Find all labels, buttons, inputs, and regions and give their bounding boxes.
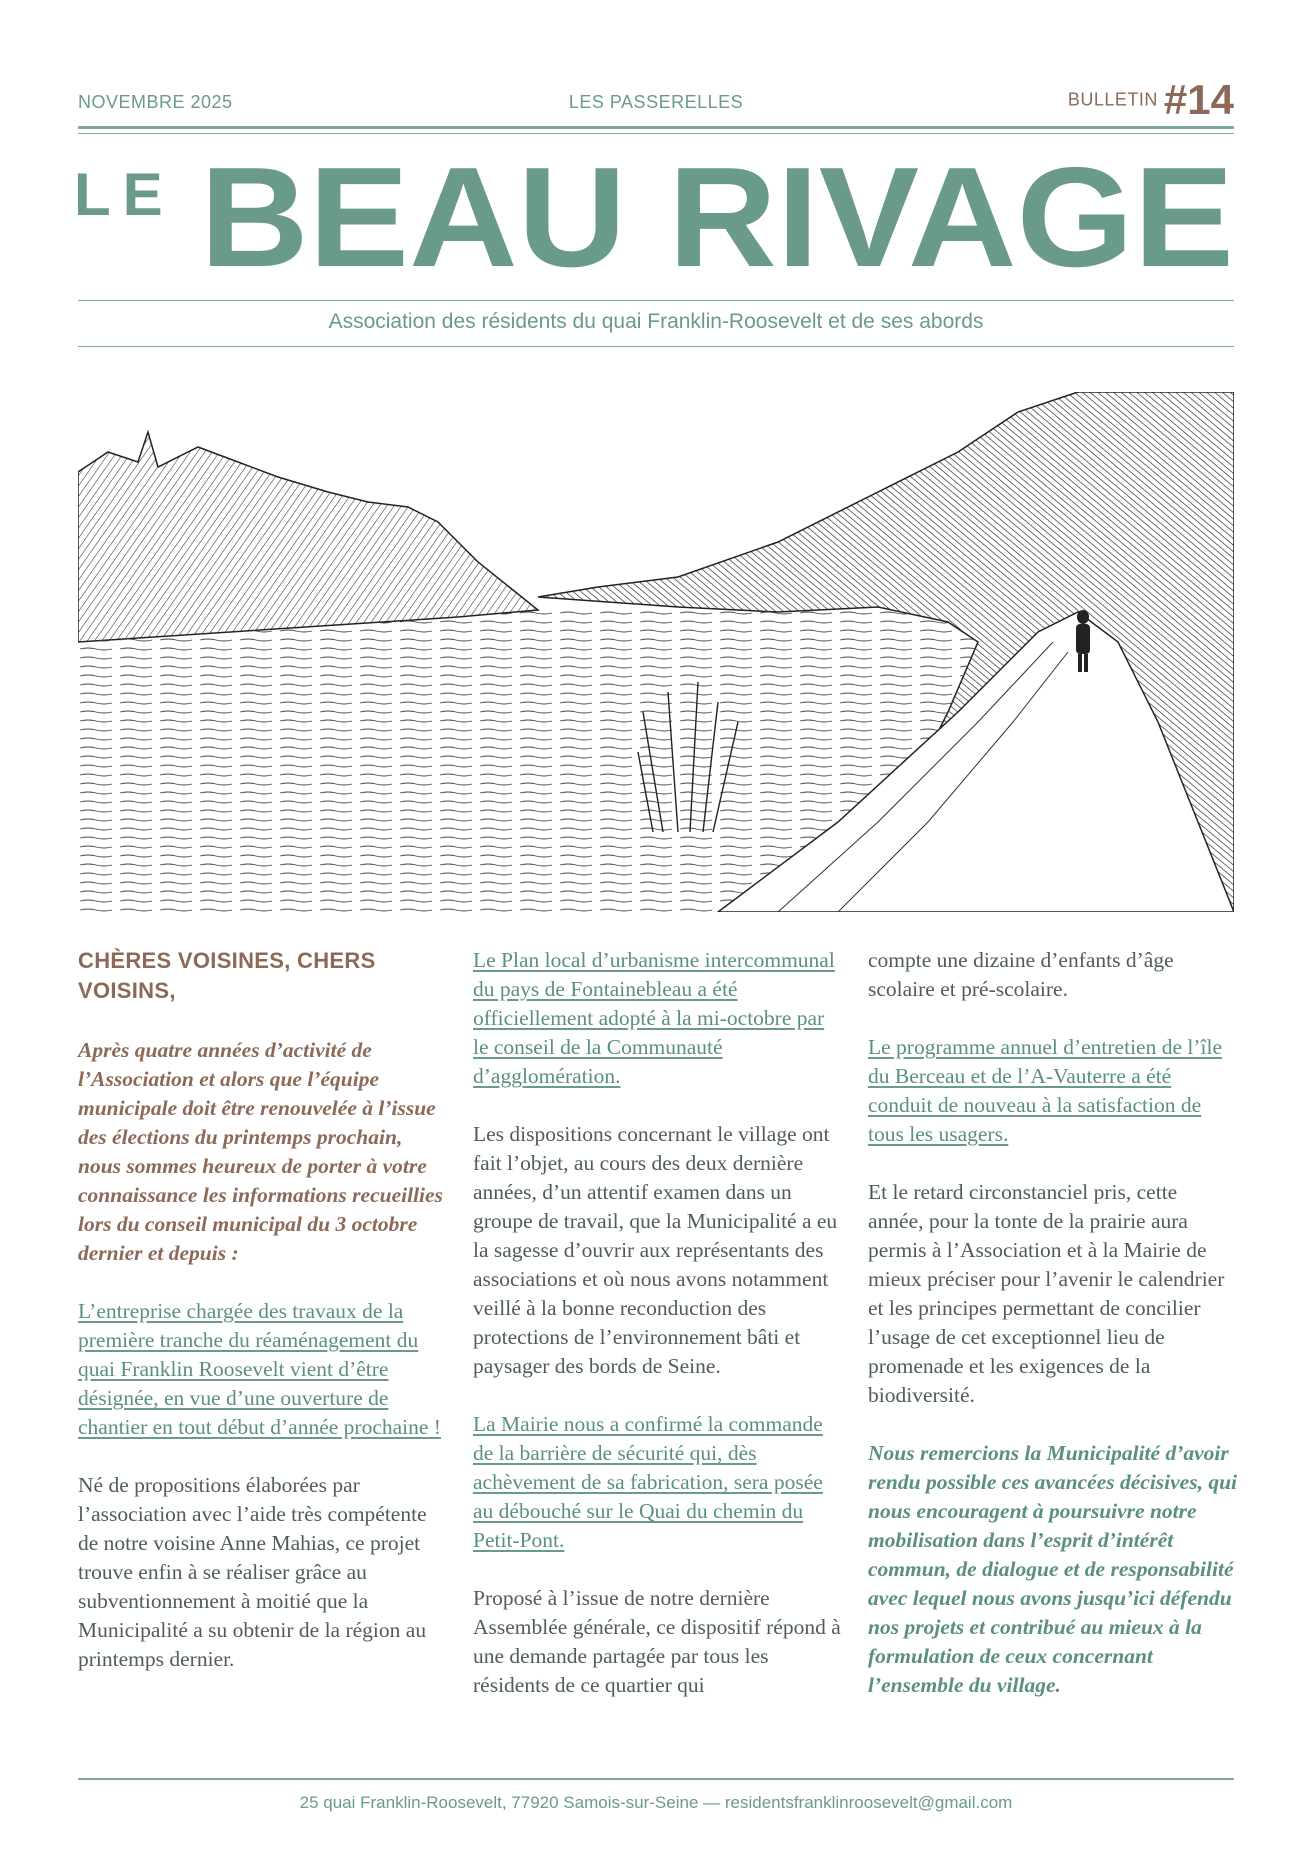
masthead-title-text: BEAU RIVAGE xyxy=(200,138,1234,297)
news-item-works-body: Né de propositions élaborées par l’association avec l’aide très compétente de notre voisine Anne Mahias, ce projet trouve enfin à se réaliser grâce au subventionnement à moitié que la Municipalité a su obtenir de la région au printemps dernier. xyxy=(78,1473,427,1671)
masthead-subtitle: Association des résidents du quai Franklin-Roosevelt et de ses abords xyxy=(328,310,984,333)
intro-paragraph: Après quatre années d’activité de l’Association et alors que l’équipe municipale doit être renouvelée à l’issue des élections du printemps prochain, nous sommes heureux de porter à votre connaissance les informations recueillies lors du conseil municipal du 3 octobre dernier et depuis : xyxy=(78,1038,443,1265)
footer-contact: 25 quai Franklin-Roosevelt, 77920 Samois-sur-Seine — residentsfranklinroosevelt@gmail.com xyxy=(299,1793,1013,1812)
news-item-barrier-link[interactable]: La Mairie nous a confirmé la commande de la barrière de sécurité qui, dès achèvement de sa fabrication, sera posée au débouché sur le Quai du chemin du Petit-Pont. xyxy=(473,1412,823,1552)
news-item-plu-link[interactable]: Le Plan local d’urbanisme intercommunal du pays de Fontainebleau a été officiellement adopté à la mi-octobre par le conseil de la Communauté d’agglomération. xyxy=(473,948,835,1088)
greeting: CHÈRES VOISINES, CHERS VOISINS, xyxy=(78,948,376,1003)
column-2 xyxy=(473,946,843,1729)
closing-paragraph: Nous remercions la Municipalité d’avoir rendu possible ces avancées décisives, qui nous encouragent à poursuivre notre mobilisation dans l’esprit d’intérêt commun, de dialogue et de responsabilité avec lequel nous avons jusqu’ici défendu nos projets et contribué au mieux à la formulation de ceux concernant l’ensemble du village. xyxy=(868,1441,1238,1697)
footer-rule xyxy=(78,1778,1234,1780)
news-item-barrier-body-a: Proposé à l’issue de notre dernière Assemblée générale, ce dispositif répond à une demande partagée par tous les résidents de ce quartier qui xyxy=(473,1586,841,1697)
column-3 xyxy=(868,946,1238,1729)
section-name: LES PASSERELLES xyxy=(568,92,744,112)
masthead-rule-bottom xyxy=(78,346,1234,347)
masthead-prefix: LE xyxy=(74,161,175,228)
river-landscape-illustration xyxy=(78,392,1234,912)
news-item-works-link[interactable]: L’entreprise chargée des travaux de la première tranche du réaménagement du quai Franklin Roosevelt vient d’être désignée, en vue d’une ouverture de chantier en tout début d’année prochaine ! xyxy=(78,1299,441,1439)
masthead-rule-top xyxy=(78,300,1234,301)
news-item-island-link[interactable]: Le programme annuel d’entretien de l’île du Berceau et de l’A-Vauterre a été conduit de nouveau à la satisfaction de tous les usagers. xyxy=(868,1035,1222,1146)
bulletin-number: #14 xyxy=(1163,76,1234,123)
masthead-title xyxy=(0,0,1308,300)
news-item-barrier-body-b: compte une dizaine d’enfants d’âge scolaire et pré-scolaire. xyxy=(868,948,1174,1001)
news-item-plu-body: Les dispositions concernant le village ont fait l’objet, au cours des deux dernière années, d’un attentif examen dans un groupe de travail, que la Municipalité a eu la sagesse d’ouvrir aux représentants des associations et où nous avons notamment veillé à la bonne reconduction des protections de l’environnement bâti et paysager des bords de Seine. xyxy=(473,1122,838,1378)
news-item-island-body: Et le retard circonstanciel pris, cette année, pour la tonte de la prairie aura permis à l’Association et à la Mairie de mieux préciser pour l’avenir le calendrier et les principes permettant de concilier l’usage de cet exceptionnel lieu de promenade et les exigences de la biodiversité. xyxy=(868,1180,1225,1407)
bulletin-label: BULLETIN xyxy=(1067,89,1158,110)
issue-date: NOVEMBRE 2025 xyxy=(78,92,233,112)
column-1 xyxy=(78,946,448,1703)
